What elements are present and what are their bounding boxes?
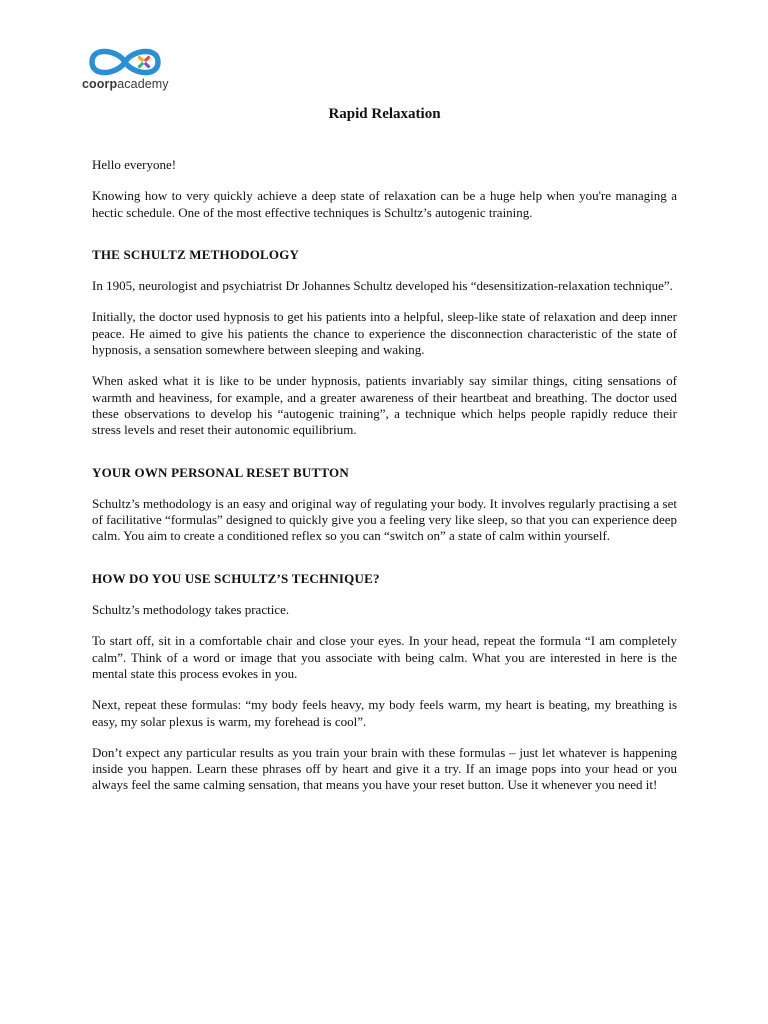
section-1-paragraph-2: Initially, the doctor used hypnosis to get his patients into a helpful, sleep-like state of relaxation and deep inner peace. He aimed to give his patients the chance to experience the disconnection characteristic of the state of hypnosis, a sensation somewhere between sleeping and waking. (92, 309, 677, 358)
brand-part-2: academy (117, 77, 169, 91)
section-heading-1: THE SCHULTZ METHODOLOGY (92, 246, 300, 262)
section-3-paragraph-1: Schultz’s methodology takes practice. (92, 602, 290, 618)
section-1-paragraph-3: When asked what it is like to be under hypnosis, patients invariably say similar things, citing sensations of warmth and heaviness, for example, and a greater awareness of their heartbeat and breathing. The doctor used these observations to develop his “autogenic training”, a technique which helps people rapidly reduce their stress levels and reset their autonomic equilibrium. (92, 373, 677, 438)
infinity-logo-icon (80, 44, 170, 80)
intro-paragraph: Knowing how to very quickly achieve a deep state of relaxation can be a huge help when you're managing a hectic schedule. One of the most effective techniques is Schultz’s autogenic training. (92, 188, 677, 220)
greeting: Hello everyone! (92, 157, 177, 172)
document-title: Rapid Relaxation (328, 106, 441, 122)
section-3-paragraph-3: Next, repeat these formulas: “my body feels heavy, my body feels warm, my heart is beating, my breathing is easy, my solar plexus is warm, my forehead is cool”. (92, 697, 677, 729)
section-3-paragraph-4: Don’t expect any particular results as you train your brain with these formulas – just let whatever is happening inside you happen. Learn these phrases off by heart and give it a try. If an image pops into your head or you always feel the same calming sensation, that means you have your reset button. Use it whenever you need it! (92, 744, 677, 793)
section-3-paragraph-2: To start off, sit in a comfortable chair and close your eyes. In your head, repeat the formula “I am completely calm”. Think of a word or image that you associate with being calm. What you are interested in here is the mental state this process evokes in you. (92, 633, 677, 681)
brand-part-1: coorp (82, 77, 118, 91)
document-body (92, 103, 677, 794)
section-heading-3: HOW DO YOU USE SCHULTZ’S TECHNIQUE? (92, 570, 380, 586)
section-heading-2: YOUR OWN PERSONAL RESET BUTTON (92, 464, 349, 480)
brand-wordmark (82, 77, 169, 91)
section-1-paragraph-1: In 1905, neurologist and psychiatrist Dr Johannes Schultz developed his “desensitization-relaxation technique”. (92, 278, 673, 294)
section-2-paragraph-1: Schultz’s methodology is an easy and original way of regulating your body. It involves regularly practising a set of facilitative “formulas” designed to quickly give you a feeling very like sleep, so that you can experience deep calm. You aim to create a conditioned reflex so you can “switch on” a state of calm within yourself. (92, 495, 677, 544)
